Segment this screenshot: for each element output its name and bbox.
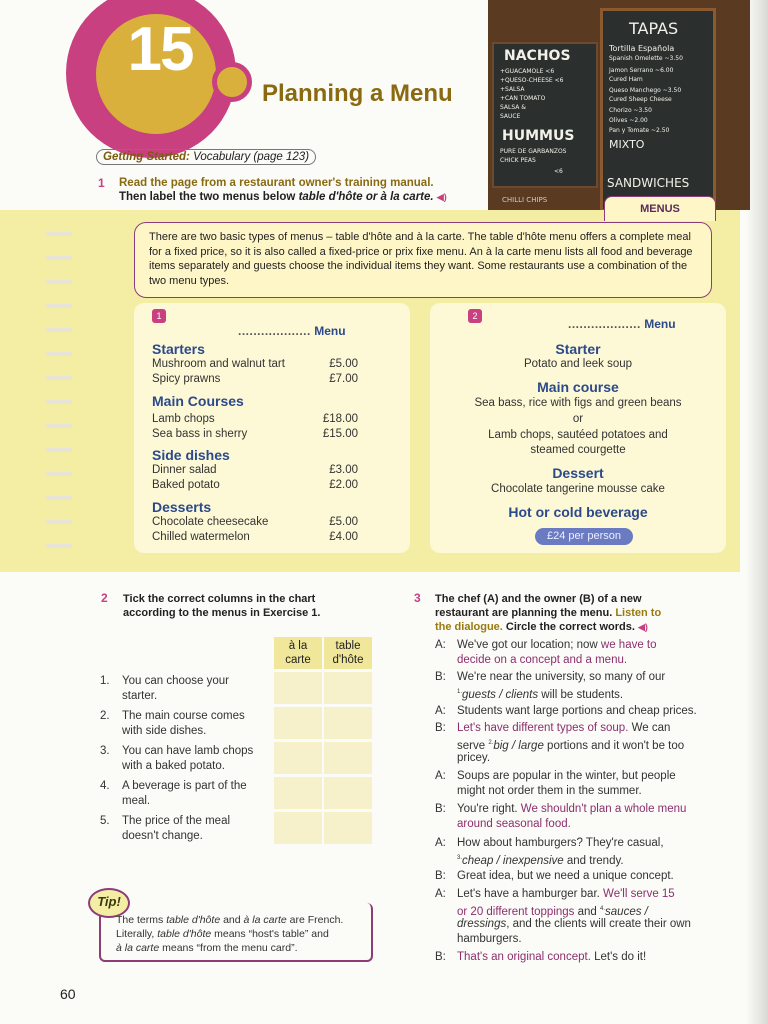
- gap-number: 2.: [488, 740, 494, 746]
- page-number: 60: [60, 986, 76, 1002]
- tip-fragment: table d'hôte: [166, 914, 221, 926]
- chalk-line: SALSA &: [500, 104, 526, 111]
- menu-2-dessert-title: Dessert: [552, 465, 604, 481]
- dialogue-fragment: portions and it won't be too: [543, 739, 685, 752]
- spiral-ring: [46, 448, 72, 452]
- chalk-line: Pan y Tomate ~2.50: [609, 127, 670, 134]
- dialogue-text: [457, 917, 730, 932]
- exercise-3-dialogue: the dialogue.: [435, 621, 503, 633]
- menu-1-section-title: Side dishes: [152, 447, 230, 463]
- menu-1-badge: 1: [152, 309, 166, 323]
- word-choice-option[interactable]: cheap / inexpensive: [462, 854, 564, 867]
- chalk-line: CHICK PEAS: [500, 157, 536, 164]
- tip-fragment: means “from the menu card”.: [159, 942, 298, 954]
- exercise-1-line2-italic: table d'hôte or à la carte.: [298, 191, 434, 203]
- spiral-ring: [46, 520, 72, 524]
- dialogue-fragment: hamburgers.: [457, 933, 522, 945]
- chalk-line: Cured Ham: [609, 76, 643, 83]
- dialogue-fragment: and: [574, 905, 601, 918]
- menu-1-price: £4.00: [329, 531, 358, 543]
- menu-1-item: Baked potato: [152, 479, 220, 491]
- menu-1-item: Dinner salad: [152, 464, 217, 476]
- chalk-line: +CAN TOMATO: [500, 95, 546, 102]
- speaker-label: B:: [435, 870, 446, 882]
- tip-fragment: table d'hôte: [157, 928, 212, 940]
- row-statement: [122, 709, 272, 739]
- chalk-title-nachos: NACHOS: [504, 48, 571, 64]
- chalk-line: Chorizo ~3.50: [609, 107, 652, 114]
- tick-cell-3-a-la-carte[interactable]: [274, 742, 322, 774]
- row-text: with a baked potato.: [122, 760, 225, 772]
- dialogue-text: [457, 932, 730, 947]
- dialogue-fragment: will be students.: [538, 688, 624, 701]
- exercise-3-circle: Circle the correct words.: [505, 621, 635, 633]
- dialogue-fragment: might not order them in the summer.: [457, 785, 642, 797]
- highlighted-phrase: we have to: [600, 639, 657, 651]
- dialogue-text: [457, 653, 730, 668]
- spiral-ring: [46, 400, 72, 404]
- menu-2-heading: [568, 317, 676, 331]
- gap-number: 4.: [600, 906, 606, 912]
- dialogue-fragment: , and the clients will create their own: [506, 918, 691, 930]
- menu-1-item: Spicy prawns: [152, 373, 221, 385]
- row-text: The main course comes: [122, 710, 245, 722]
- chalk-title-tapas: TAPAS: [629, 19, 679, 38]
- spiral-ring: [46, 376, 72, 380]
- menu-2-price-badge: £24 per person: [535, 528, 633, 545]
- getting-started-text: Vocabulary (page 123): [193, 151, 310, 163]
- menu-2-beverage-title: Hot or cold beverage: [508, 504, 648, 520]
- exercise-1-instructions: [119, 176, 447, 204]
- exercise-2-line2: according to the menus in Exercise 1.: [123, 607, 321, 619]
- menu-2-blank[interactable]: ...................: [568, 317, 641, 331]
- tick-cell-4-table-dhote[interactable]: [324, 777, 372, 809]
- unit-badge-dot: [212, 62, 252, 102]
- chalkboard-left: [492, 42, 598, 188]
- chalk-line: +SALSA: [500, 86, 525, 93]
- audio-icon[interactable]: ◀): [436, 192, 447, 202]
- spiral-ring: [46, 424, 72, 428]
- menu-1-price: £7.00: [329, 373, 358, 385]
- menu-1-item: Chocolate cheesecake: [152, 516, 269, 528]
- dialogue-text: [457, 802, 730, 817]
- row-text: You can choose your: [122, 675, 229, 687]
- menu-2-badge: 2: [468, 309, 482, 323]
- highlighted-phrase: That's an original concept.: [457, 951, 591, 963]
- chalk-line: MIXTO: [609, 138, 645, 151]
- highlighted-phrase: around seasonal food.: [457, 818, 571, 830]
- dialogue-fragment: We've got our location; now: [457, 639, 601, 651]
- highlighted-phrase: We'll serve 15: [603, 888, 675, 900]
- menu-1-price: £5.00: [329, 516, 358, 528]
- dialogue-text: [457, 670, 730, 685]
- dialogue-fragment: We're near the university, so many of our: [457, 671, 666, 683]
- word-choice-option[interactable]: dressings: [457, 918, 507, 930]
- audio-icon[interactable]: ◀): [637, 622, 648, 632]
- highlighted-phrase: Let's have different types of soup.: [457, 722, 629, 734]
- unit-number: 15: [127, 15, 193, 84]
- menu-1-price: £15.00: [322, 428, 358, 440]
- spiral-ring: [46, 352, 72, 356]
- row-number: 1.: [100, 675, 110, 687]
- speaker-label: A:: [435, 705, 446, 717]
- dialogue-text: [457, 887, 730, 902]
- tick-cell-1-a-la-carte[interactable]: [274, 672, 322, 704]
- tick-cell-2-table-dhote[interactable]: [324, 707, 372, 739]
- menu-2-heading-label: Menu: [644, 317, 676, 331]
- highlighted-phrase: or 20 different toppings: [457, 905, 575, 918]
- speaker-label: B:: [435, 803, 446, 815]
- dialogue-fragment: Students want large portions and cheap prices.: [457, 705, 697, 717]
- menu-2-starter-title: Starter: [555, 341, 601, 357]
- row-text: meal.: [122, 795, 151, 807]
- row-text: with side dishes.: [122, 725, 207, 737]
- row-statement: [122, 744, 272, 774]
- exercise-3-line1: The chef (A) and the owner (B) of a new: [435, 593, 642, 605]
- tick-cell-3-table-dhote[interactable]: [324, 742, 372, 774]
- dialogue-text: [457, 721, 730, 736]
- tip-fragment: and: [220, 914, 244, 926]
- tip-fragment: means “host's table” and: [211, 928, 329, 940]
- dialogue-fragment: Let's do it!: [590, 951, 647, 963]
- spiral-ring: [46, 304, 72, 308]
- word-choice-option[interactable]: sauces /: [605, 905, 648, 918]
- column-header-table-dhote: [324, 637, 372, 669]
- tip-fragment: Literally,: [116, 928, 158, 940]
- dialogue-text: [457, 685, 730, 702]
- menu-1-price: £3.00: [329, 464, 358, 476]
- exercise-2-number: 2: [101, 591, 108, 605]
- dialogue-fragment: serve: [457, 739, 489, 752]
- dialogue-text: [457, 869, 730, 884]
- exercise-3-number: 3: [414, 591, 421, 605]
- menu-1-item: Chilled watermelon: [152, 531, 250, 543]
- row-statement: [122, 779, 272, 809]
- dialogue-text: [457, 851, 730, 868]
- menu-types-info-box: There are two basic types of menus – table d'hôte and à la carte. The table d'hôte menu offers a complete meal for a fixed price, so it is also called a fixed-price or prix fixe menu. An à la carte menu lists all food and beverage items separately and guests choose the individual items they want. Some restaurants use a combination of the two menu types.: [134, 222, 712, 298]
- speaker-label: B:: [435, 951, 446, 963]
- spiral-ring: [46, 496, 72, 500]
- getting-started-prefix: Getting Started:: [103, 151, 190, 163]
- tick-cell-2-a-la-carte[interactable]: [274, 707, 322, 739]
- highlighted-phrase: decide on a concept and a menu.: [457, 654, 628, 666]
- dialogue-text: [457, 836, 730, 851]
- menu-1-item: Sea bass in sherry: [152, 428, 248, 440]
- dialogue-text: [457, 950, 730, 965]
- tick-cell-5-table-dhote[interactable]: [324, 812, 372, 844]
- col-head-text: carte: [285, 654, 311, 666]
- dialogue-fragment: We can: [628, 722, 671, 734]
- chalkboard-photo: [488, 0, 750, 210]
- getting-started-link[interactable]: [96, 149, 316, 165]
- tip-fragment: The terms: [116, 914, 167, 926]
- speaker-label: B:: [435, 722, 446, 734]
- word-choice-option[interactable]: guests / clients: [462, 688, 539, 701]
- speaker-label: A:: [435, 837, 446, 849]
- chalk-line: Jamon Serrano ~6.00: [609, 67, 674, 74]
- row-number: 5.: [100, 815, 110, 827]
- menu-1-heading-label: Menu: [314, 324, 346, 338]
- tick-cell-1-table-dhote[interactable]: [324, 672, 372, 704]
- tick-cell-4-a-la-carte[interactable]: [274, 777, 322, 809]
- chalk-line: +QUESO-CHEESE <6: [500, 77, 564, 84]
- dialogue-fragment: Soups are popular in the winter, but people: [457, 770, 676, 782]
- dialogue-text: [457, 817, 730, 832]
- tick-cell-5-a-la-carte[interactable]: [274, 812, 322, 844]
- dialogue-fragment: Great idea, but we need a unique concept.: [457, 870, 674, 882]
- menu-1-blank[interactable]: ...................: [238, 324, 311, 338]
- chalk-line: Queso Manchego ~3.50: [609, 87, 682, 94]
- menu-1-price: £5.00: [329, 358, 358, 370]
- menu-2-main-2-cont: steamed courgette: [530, 444, 626, 456]
- menu-2-dessert: Chocolate tangerine mousse cake: [491, 483, 665, 495]
- highlighted-phrase: We shouldn't plan a whole menu: [520, 803, 687, 815]
- dialogue-text: [457, 769, 730, 784]
- menu-1-price: £2.00: [329, 479, 358, 491]
- chalk-line: Olives ~2.00: [609, 117, 648, 124]
- exercise-2-instructions: [123, 592, 320, 620]
- exercise-3-listen: Listen to: [615, 607, 662, 619]
- chalk-small-board: CHILLI CHIPS: [502, 196, 548, 204]
- row-text: The price of the meal: [122, 815, 231, 827]
- chalkboard-right: [600, 8, 716, 210]
- dialogue-text: [457, 704, 730, 719]
- menu-1-heading: [238, 324, 346, 338]
- spiral-ring: [46, 328, 72, 332]
- row-number: 3.: [100, 745, 110, 757]
- row-statement: [122, 674, 272, 704]
- menu-1-section-title: Starters: [152, 341, 205, 357]
- chalk-line: Spanish Omelette ~3.50: [609, 55, 683, 62]
- spiral-ring: [46, 280, 72, 284]
- chalk-line: +GUACAMOLE <6: [500, 68, 555, 75]
- row-text: A beverage is part of the: [122, 780, 247, 792]
- menu-1-section-title: Desserts: [152, 499, 212, 515]
- col-head-text: table: [335, 640, 361, 652]
- menu-2-starter: Potato and leek soup: [523, 358, 633, 370]
- exercise-3-line2: restaurant are planning the menu.: [435, 607, 613, 619]
- exercise-2-line1: Tick the correct columns in the chart: [123, 593, 316, 605]
- menu-1-item: Mushroom and walnut tart: [152, 358, 285, 370]
- tip-fragment: are French.: [286, 914, 344, 926]
- speaker-label: B:: [435, 671, 446, 683]
- exercise-3-instructions: [435, 592, 725, 634]
- chalk-line: <6: [554, 168, 563, 175]
- tip-fragment: à la carte: [243, 914, 287, 926]
- chalk-line: SAUCE: [500, 113, 521, 120]
- gap-number: 3.: [457, 855, 463, 861]
- speaker-label: A:: [435, 888, 446, 900]
- spiral-ring: [46, 544, 72, 548]
- row-text: doesn't change.: [122, 830, 203, 842]
- col-head-text: d'hôte: [332, 654, 364, 666]
- spiral-ring: [46, 232, 72, 236]
- dialogue-fragment: and trendy.: [563, 854, 624, 867]
- chalk-line: Tortilla Española: [609, 44, 675, 53]
- exercise-1-line1: Read the page from a restaurant owner's training manual.: [119, 177, 434, 189]
- column-header-a-la-carte: [274, 637, 322, 669]
- menu-1-section-title: Main Courses: [152, 393, 244, 409]
- row-number: 4.: [100, 780, 110, 792]
- dialogue-fragment: How about hamburgers? They're casual,: [457, 837, 664, 849]
- menu-1-price: £18.00: [322, 413, 358, 425]
- spiral-ring: [46, 472, 72, 476]
- unit-title: Planning a Menu: [262, 80, 453, 107]
- word-choice-option[interactable]: big / large: [493, 739, 544, 752]
- tip-text: [116, 913, 366, 955]
- speaker-label: A:: [435, 770, 446, 782]
- dialogue-text: [457, 784, 730, 799]
- menu-2-main-2: Lamb chops, sautéed potatoes and: [488, 429, 668, 441]
- chalk-title-hummus: HUMMUS: [502, 128, 575, 144]
- dialogue-text: [457, 751, 730, 766]
- tip-fragment: à la carte: [116, 942, 160, 954]
- gap-number: 1.: [457, 689, 463, 695]
- exercise-1-line2: Then label the two menus below: [119, 191, 296, 203]
- chalk-title-sandwiches: SANDWICHES: [607, 176, 690, 190]
- menu-2-or: or: [572, 413, 584, 425]
- row-statement: [122, 814, 272, 844]
- chalk-line: Cured Sheep Cheese: [609, 96, 672, 103]
- dialogue-text: [457, 638, 730, 653]
- row-text: You can have lamb chops: [122, 745, 254, 757]
- menu-1-item: Lamb chops: [152, 413, 215, 425]
- dialogue-fragment: Let's have a hamburger bar.: [457, 888, 604, 900]
- row-text: starter.: [122, 690, 158, 702]
- row-number: 2.: [100, 710, 110, 722]
- menus-tab: MENUS: [604, 196, 716, 221]
- exercise-1-number: 1: [98, 176, 105, 190]
- dialogue-fragment: pricey.: [457, 752, 491, 764]
- dialogue-fragment: You're right.: [457, 803, 521, 815]
- menu-2-main-1: Sea bass, rice with figs and green beans: [474, 397, 682, 409]
- menu-2-main-title: Main course: [537, 379, 619, 395]
- chalk-line: PURE DE GARBANZOS: [500, 148, 567, 155]
- tip-label: Tip!: [88, 888, 130, 918]
- spiral-ring: [46, 256, 72, 260]
- col-head-text: à la: [288, 640, 308, 652]
- speaker-label: A:: [435, 639, 446, 651]
